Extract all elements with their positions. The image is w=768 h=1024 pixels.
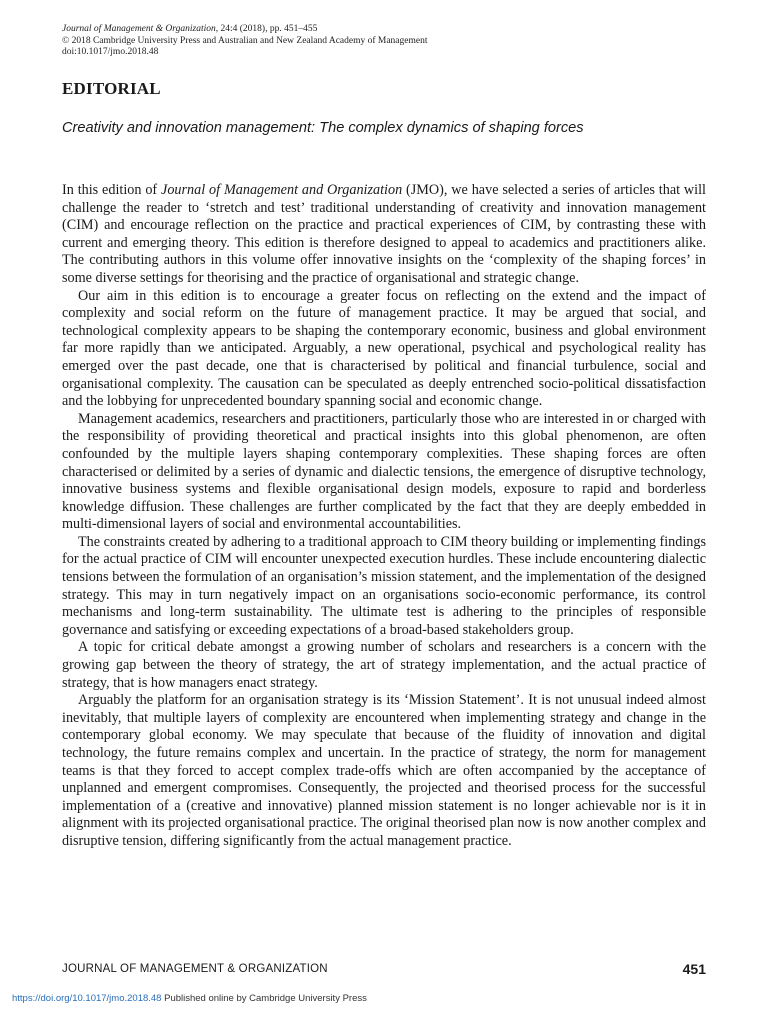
published-note: Published online by Cambridge University Press: [161, 993, 367, 1004]
paragraph-2: Our aim in this edition is to encourage a greater focus on reflecting on the extend and the impact of complexity and social reform on the future of management practice. It may be argued that social, and technological complexity appears to be shaping the contemporary economic, business and global environment far more rapidly than we anticipated. Arguably, a new operational, psychical and psychological reality has emerged over the past decade, one that is characterised by political and financial turbulence, social and organisational complexity. The causation can be speculated as deeply entrenched socio-political dissatisfaction and the lobbying for unprecedented boundary spanning social and economic change.: [62, 287, 706, 410]
citation-line: [62, 24, 428, 36]
article-title: Creativity and innovation management: The complex dynamics of shaping forces: [62, 120, 584, 136]
doi-link[interactable]: https://doi.org/10.1017/jmo.2018.48: [12, 993, 162, 1004]
p1-lead: In this edition of: [62, 182, 162, 198]
paragraph-4: The constraints created by adhering to a traditional approach to CIM theory building or implementing findings for the actual practice of CIM will encounter unexpected execution hurdles. These include encountering dialectic tensions between the formulation of an organisation’s mission statement, and the implementation of the designed strategy. This may in turn negatively impact on an organisations socio-economic performance, its control mechanisms and long-term sustainability. The ultimate test is adhering to the principles of responsible governance and satisfying or exceeding expectations of a broad-based stakeholders group.: [62, 533, 706, 638]
doi-bar: [12, 993, 367, 1004]
p1-journal-italic: Journal of Management and Organization: [161, 182, 403, 198]
p1-rest: (JMO), we have selected a series of articles that will challenge the reader to ‘stretch and test’ traditional understanding of creativity and innovation management (CIM) and encourage reflection on the practice and practical experiences of CIM, by contrasting these with current and emerging theory. This edition is therefore designed to appeal to academics and practitioners alike. The contributing authors in this volume offer innovative insights on the ‘complexity of the shaping forces’ in some diverse settings for theorising and the practice of organisational and strategic change.: [62, 182, 707, 286]
masthead-copyright: © 2018 Cambridge University Press and Australian and New Zealand Academy of Management: [62, 35, 428, 46]
paragraph-6: Arguably the platform for an organisation strategy is its ‘Mission Statement’. It is not unusual indeed almost inevitably, that multiple layers of complexity are encountered when implementing strategy and change in the contemporary global economy. We may speculate that because of the fluidity of innovation and digital technology, the future remains complex and uncertain. In the practice of strategy, the norm for management teams is that they forced to accept complex trade-offs which are often accompanied by the acceptance of unplanned and emergent compromises. Consequently, the projected and theorised process for the successful implementation of a (creative and innovative) planned mission statement is no longer achievable nor is it in alignment with its projected organisational practice. The original theorised plan now is now another complex and disruptive tension, differing significantly from the actual management practice.: [62, 692, 706, 849]
masthead: [62, 24, 428, 59]
article-body: [62, 182, 706, 851]
page-number: 451: [682, 961, 706, 977]
masthead-journal-name: Journal of Management & Organization: [62, 24, 216, 34]
masthead-citation: , 24:4 (2018), pp. 451–455: [215, 24, 318, 34]
paragraph-3: Management academics, researchers and practitioners, particularly those who are interested in or charged with the responsibility of providing theoretical and practical insights into this global phenomenon, are often confounded by the multiple layers shaping contemporary complexities. These shaping forces are often characterised or delimited by a series of dynamic and dialectic tensions, the emergence of disruptive technology, innovative business systems and flexible organisational design models, exposure to rapid and borderless knowledge diffusion. These challenges are further complicated by the fact that they are deeply embedded in multi-dimensional layers of social and environmental accountabilities.: [62, 410, 706, 533]
footer-journal-label: JOURNAL OF MANAGEMENT & ORGANIZATION: [62, 963, 328, 975]
section-label: EDITORIAL: [62, 79, 161, 98]
paragraph-5: A topic for critical debate amongst a growing number of scholars and researchers is a concern with the growing gap between the theory of strategy, the art of strategy implementation, and the actual practice of strategy, that is how managers enact strategy.: [62, 639, 706, 691]
masthead-doi: doi:10.1017/jmo.2018.48: [62, 47, 159, 57]
paragraph-1: [62, 182, 706, 288]
